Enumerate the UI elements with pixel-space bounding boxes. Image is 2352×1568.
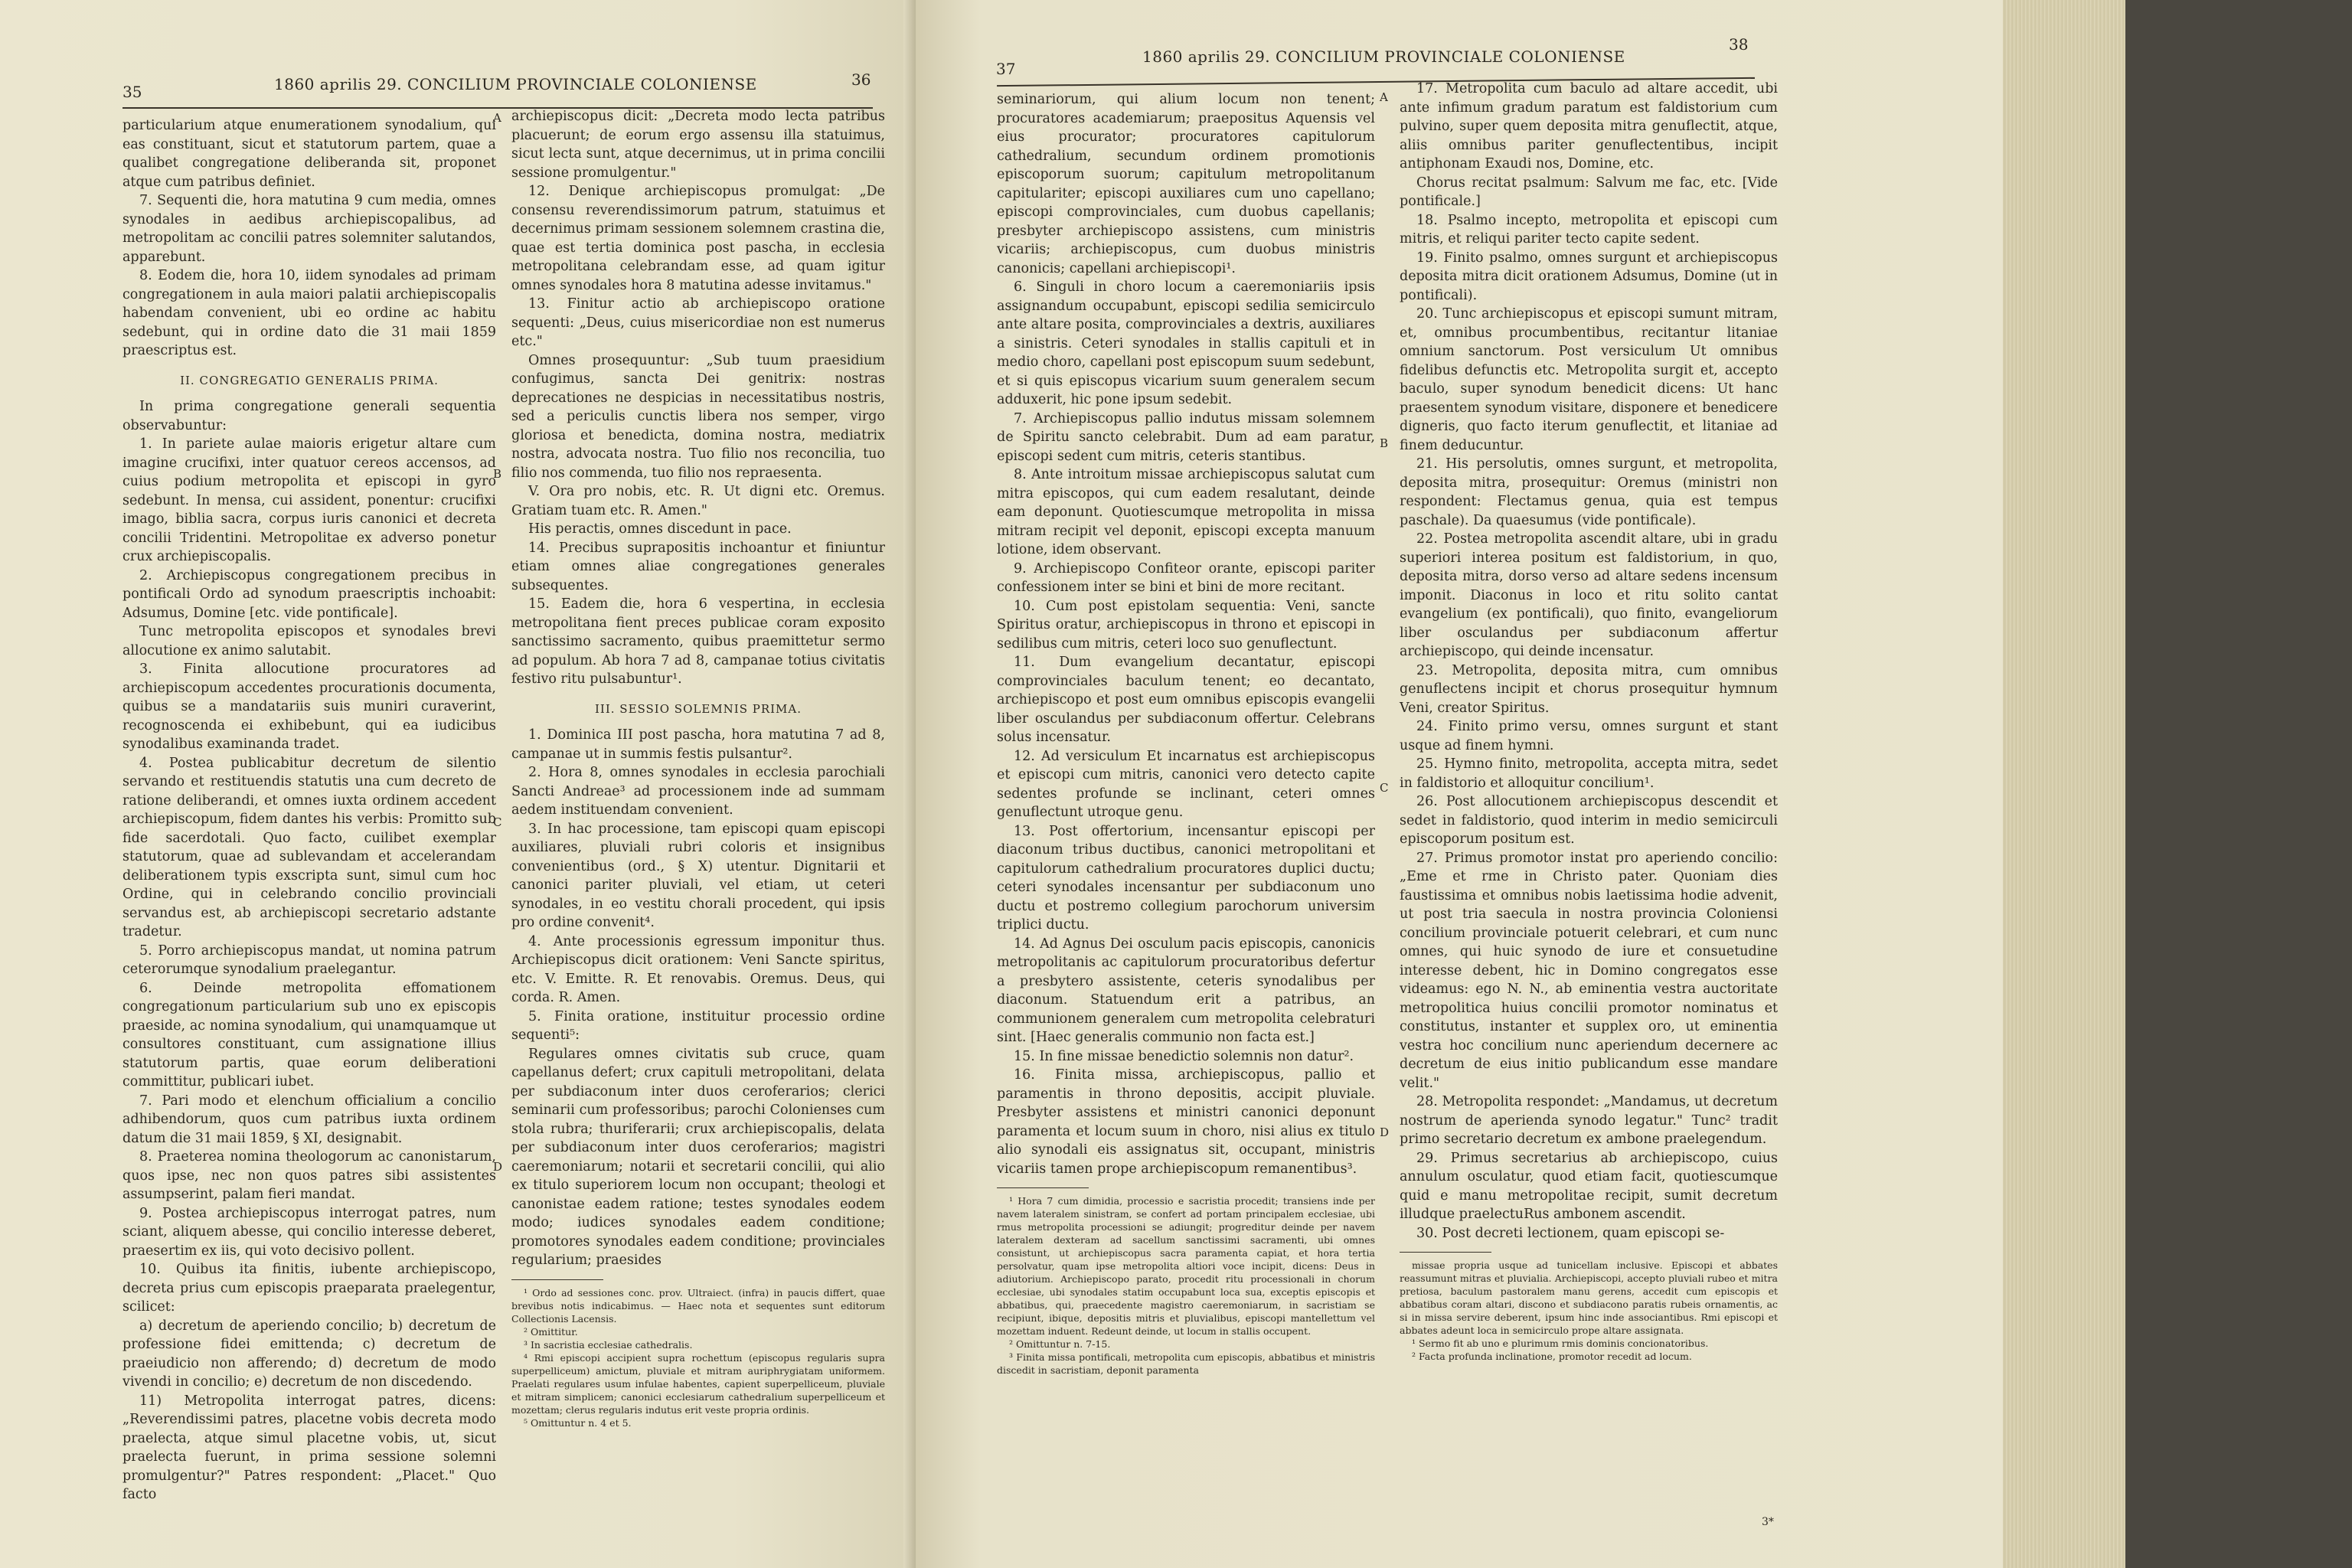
paragraph: 9. Archiepiscopo Confiteor orante, episcopi pariter confessionem inter se bini et bini de more recitant. <box>997 560 1375 595</box>
footnotes <box>997 1194 1375 1377</box>
paragraph: In prima congregatione generali sequentia observabuntur: <box>122 399 496 433</box>
paragraph: 12. Denique archiepiscopus promulgat: „De consensu reverendissimorum patrum, statuimus et decernimus primam sessionem solemnem crastina die, quae est tertia dominica post pascha, in ecclesia metropolitana celebrandam esse, ad quam igitur omnes synodales hora 8 matutina adesse invitamus." <box>511 184 885 293</box>
section-heading-sessio: III. SESSIO SOLEMNIS PRIMA. <box>594 701 802 716</box>
paragraph: 15. Eadem die, hora 6 vespertina, in ecclesia metropolitana fient preces publicae coram exposito sanctissimo sacramento, quibus praemittetur sermo ad populum. Ab hora 7 ad 8, campanae totius civitatis festivo ritu pulsabuntur¹. <box>511 596 885 687</box>
paragraph: 8. Ante introitum missae archiepiscopus salutat cum mitra episcopos, qui cum eadem resalutant, deinde eam deponunt. Quotiescumque metropolita in missa mitram recipit vel deponit, episcopi excepta manuum lotione, idem observant. <box>997 467 1375 557</box>
paragraph: 10. Cum post epistolam sequentia: Veni, sancte Spiritus oratur, archiepiscopus in throno et episcopi in sedilibus cum mitris, ceteri loco suo genuflectunt. <box>997 598 1375 652</box>
paragraph: 28. Metropolita respondet: „Mandamus, ut decretum nostrum de aperienda synodo legatur." Tunc² tradit primo secretario decretum ex ambone praelegendum. <box>1400 1094 1778 1147</box>
paragraph: 15. In fine missae benedictio solemnis non datur². <box>1014 1048 1354 1064</box>
left-page-column-1 <box>122 116 496 1525</box>
paragraph: 21. His persolutis, omnes surgunt, et metropolita, deposita mitra, prosequitur: Oremus (ministri non respondent: Flectamus genua, quia est tempus paschale). Da quaesumus (vide pontificale). <box>1400 456 1778 528</box>
footnotes <box>1400 1259 1778 1363</box>
paragraph: Omnes prosequuntur: „Sub tuum praesidium confugimus, sancta Dei genitrix: nostras deprecationes ne despicias in necessitatibus nostris, sed a periculis cunctis libera nos semper, virgo gloriosa et benedicta, domina nostra, mediatrix nostra, advocata nostra. Tuo filio nos reconcilia, tuo filio nos commenda, tuo filio nos repraesenta. <box>511 352 885 481</box>
signature-mark: 3* <box>1762 1516 1774 1528</box>
paragraph: missae propria usque ad tunicellam inclusive. Episcopi et abbates reassumunt mitras et pluvialia. Archiepiscopi, accepto pluviali rubeo et mitra pretiosa, baculum pastoralem manu gerens, accedit cum episcopis et abbatibus coram altari, discono et subdiacono paratis rubeis ornamentis, ac si in missa servire deberent, ipsum hinc inde associantibus. Rmi episcopi et abbates adeunt loca in semicirculo prope altare assignata. <box>1400 1259 1778 1336</box>
paragraph: 1. Dominica III post pascha, hora matutina 7 ad 8, campanae ut in summis festis pulsantur². <box>511 727 885 762</box>
paragraph: 22. Postea metropolita ascendit altare, ubi in gradu superiori interea positum est faldistorium, in quo, deposita mitra, dorso verso ad altare sedens incensum imponit. Diaconus in loco et ritu solito cantat evangelium (ex pontificali), quo finito, evangeliorum liber osculandus per subdiaconum affertur archiepiscopo, qui deinde incensatur. <box>1400 531 1778 659</box>
paragraph: 5. Finita oratione, instituitur processio ordine sequenti⁵: <box>511 1008 885 1043</box>
paragraph: 16. Finita missa, archiepiscopus, pallio et paramentis in throno depositis, accipit pluviale. Presbyter assistens et ministri canonici deponunt paramenta et locum suum in choro, nisi alius ex titulo alio synodali eis assignatus sit, occupant, ministris vicariis tamen prope archiepiscopum remanentibus³. <box>997 1067 1375 1177</box>
paragraph: His peractis, omnes discedunt in pace. <box>528 521 792 537</box>
paragraph: 24. Finito primo versu, omnes surgunt et stant usque ad finem hymni. <box>1400 719 1778 753</box>
paragraph: 26. Post allocutionem archiepiscopus descendit et sedet in faldistorio, quod interim in medio semicirculi episcoporum positum est. <box>1400 794 1778 847</box>
paragraph: 19. Finito psalmo, omnes surgunt et archiepiscopus deposita mitra dicit orationem Adsumus, Domine (ut in pontificali). <box>1400 250 1778 303</box>
margin-letter-c-right: C <box>1380 781 1389 795</box>
paragraph: 14. Ad Agnus Dei osculum pacis episcopis, canonicis metropolitanis ac capitulorum procuratoribus defertur a presbytero assistente, ceteris synodalibus per diaconum. Statuendum erit a patribus, an communionem generalem cum metropolita celebraturi sint. [Haec generalis communio non facta est.] <box>997 936 1375 1045</box>
margin-letter-c: C <box>493 815 502 829</box>
running-head-right: 1860 aprilis 29. CONCILIUM PROVINCIALE COLONIENSE <box>1142 47 1625 66</box>
margin-letter-d-right: D <box>1380 1125 1390 1139</box>
paragraph: ⁵ Omittuntur n. 4 et 5. <box>524 1416 632 1429</box>
paragraph: Tunc metropolita episcopos et synodales brevi allocutione ex animo salutabit. <box>122 624 496 658</box>
page-number-37: 37 <box>996 60 1016 78</box>
page-number-36: 36 <box>851 70 871 89</box>
paragraph: ³ Finita missa pontificali, metropolita cum episcopis, abbatibus et ministris discedit in sacristiam, deponit paramenta <box>997 1351 1375 1376</box>
page-fore-edge <box>2003 0 2125 1568</box>
paragraph: 7. Sequenti die, hora matutina 9 cum media, omnes synodales in aedibus archiepiscopalibus, ad metropolitam ac concilii patres solemniter salutandos, apparebunt. <box>122 193 496 265</box>
right-page <box>916 0 2003 1568</box>
left-page-column-2 <box>511 107 885 1524</box>
paragraph: 5. Porro archiepiscopus mandat, ut nomina patrum ceterorumque synodalium praelegantur. <box>122 942 496 977</box>
right-page-column-1 <box>997 90 1375 1530</box>
left-page <box>0 0 916 1568</box>
paragraph: ² Facta profunda inclinatione, promotor recedit ad locum. <box>1412 1351 1692 1362</box>
paragraph: 27. Primus promotor instat pro aperiendo concilio: „Eme et rme in Christo pater. Quoniam dies faustissima et omnibus nobis laetissima hodie advenit, ut post tria saecula in nostra provincia Coloniensi concilium provinciale potuerit celebrari, et cum nunc omnes, qui huic synodo de iure et consuetudine interesse debent, hic in Domino congregatos esse videamus: ego N. N., ab eminentia vestra auctoritate metropolitica huius concilii promotor nominatus et constitutus, instanter et supplex oro, ut eminentia vestra hoc concilium nunc aperiendum decernere ac decretum de eius initio publicandum esse mandare velit." <box>1400 850 1778 1091</box>
paragraph: 23. Metropolita, deposita mitra, cum omnibus genuflectens incipit et chorus prosequitur hymnum Veni, creator Spiritus. <box>1400 662 1778 716</box>
page-number-35: 35 <box>122 83 142 101</box>
margin-letter-a: A <box>493 111 501 125</box>
paragraph: 20. Tunc archiepiscopus et episcopi sumunt mitram, et, omnibus procumbentibus, recitantur litaniae omnium sanctorum. Post versiculum Ut omnibus fidelibus defunctis etc. Metropolita surgit et, accepto baculo, super synodum benedicit dicens: Ut hanc praesentem synodum visitare, disponere et benedicere digneris, quo facto iterum genuflectit, et litaniae ad finem deducuntur. <box>1400 306 1778 453</box>
paragraph: a) decretum de aperiendo concilio; b) decretum de professione fidei emittenda; c) decretum de praeiudicio non afferendo; d) decretum de modo vivendi in concilio; e) decretum de non discedendo. <box>122 1318 496 1390</box>
footnote-rule <box>1400 1252 1491 1253</box>
background-surface <box>2125 0 2352 1568</box>
paragraph: 2. Hora 8, omnes synodales in ecclesia parochiali Sancti Andreae³ ad processionem inde ad summam aedem instituendam convenient. <box>511 765 885 818</box>
paragraph: 13. Post offertorium, incensantur episcopi per diaconum tribus ductibus, canonici metropolitani et capitulorum cathedralium procuratores duplici ductu; ceteri synodales incensantur per subdiaconum uno ductu et postremo collegium parochorum universim triplici ductu. <box>997 823 1375 933</box>
paragraph: 4. Ante processionis egressum imponitur thus. Archiepiscopus dicit orationem: Veni Sancte spiritus, etc. V. Emitte. R. Et renovabis. Oremus. Deus, qui corda. R. Amen. <box>511 933 885 1005</box>
paragraph: ⁴ Rmi episcopi accipient supra rochettum (episcopus regularis supra superpelliceum) amictum, pluviale et mitram auriphrygiatam uniformem. Praelati regulares usum infulae habentes, capient superpelliceum, pluviale et mitram simplicem; canonici ecclesiarum cathedralium superpelliceum et mozettam; clerus regularis indutus erit veste propria ordinis. <box>511 1351 885 1416</box>
paragraph: 30. Post decreti lectionem, quam episcopi se- <box>1416 1225 1725 1241</box>
paragraph: particularium atque enumerationem synodalium, qui eas constituant, sicut et statutorum partem, quae a qualibet congregatione deliberanda sit, proponet atque cum patribus definiet. <box>122 118 496 190</box>
paragraph: 25. Hymno finito, metropolita, accepta mitra, sedet in faldistorio et alloquitur concilium¹. <box>1400 756 1778 791</box>
margin-letter-b: B <box>493 467 502 481</box>
paragraph: ³ In sacristia ecclesiae cathedralis. <box>524 1338 693 1351</box>
paragraph: archiepiscopus dicit: „Decreta modo lecta patribus placuerunt; de eorum ergo assensu illa statuimus, sicut lecta sunt, atque decernimus, ut in prima concilii sessione promulgentur." <box>511 109 885 181</box>
section-heading-congregatio: II. CONGREGATIO GENERALIS PRIMA. <box>180 373 439 387</box>
paragraph: Chorus recitat psalmum: Salvum me fac, etc. [Vide pontificale.] <box>1400 175 1778 209</box>
paragraph: 3. In hac processione, tam episcopi quam episcopi auxiliares, pluviali rubri coloris et insignibus convenientibus (ord., § X) utentur. Dignitarii et canonici pariter pluviali, vel etiam, ut ceteri synodales, in eo vestitu chorali procedent, qui ipsis pro ordine convenit⁴. <box>511 821 885 930</box>
paragraph: 7. Archiepiscopus pallio indutus missam solemnem de Spiritu sancto celebrabit. Dum ad eam paratur, episcopi sedent cum mitris, ceteris stantibus. <box>997 410 1375 464</box>
paragraph: ¹ Hora 7 cum dimidia, processio e sacristia procedit; transiens inde per navem lateralem sinistram, se confert ad portam principalem ecclesiae, ubi rmus metropolita processioni se adiungit; progreditur deinde per navem lateralem dexteram ad sacellum sanctissimi sacramenti, ubi omnes consistunt, ut archiepiscopus sacra paramenta capiat, et hora tertia persolvatur, quam ipse metropolita altiori voce incipit, dicens: Deus in adiutorium. Archiepiscopo parato, procedit ritu processionali in chorum ecclesiae, ubi synodales statim occupabunt loca sua, exceptis episcopis et abbatibus, qui, praecedente magistro caeremoniarum, in sacristiam se recipiunt, ibique, depositis mitris et pluvialibus, episcopi mantellettum vel mozettam induent. Redeunt deinde, ut locum in stallis occupent. <box>997 1195 1375 1337</box>
paragraph: 11. Dum evangelium decantatur, episcopi comprovinciales baculum tenent; eo decantato, archiepiscopo et post eum omnibus episcopis evangelii liber osculandus per subdiaconum offertur. Celebrans solus incensatur. <box>997 655 1375 745</box>
right-page-column-2 <box>1400 80 1778 1519</box>
paragraph: 13. Finitur actio ab archiepiscopo oratione sequenti: „Deus, cuius misericordiae non est numerus etc." <box>511 296 885 349</box>
paragraph: ¹ Ordo ad sessiones conc. prov. Ultraiect. (infra) in paucis differt, quae brevibus notis indicabimus. — Haec nota et sequentes sunt editorum Collectionis Lacensis. <box>511 1286 885 1325</box>
paragraph: 2. Archiepiscopus congregationem precibus in pontificali Ordo ad synodum praescriptis inchoabit: Adsumus, Domine [etc. vide pontificale]. <box>122 567 496 621</box>
paragraph: 14. Precibus suprapositis inchoantur et finiuntur etiam omnes aliae congregationes generales subsequentes. <box>511 540 885 593</box>
paragraph: 10. Quibus ita finitis, iubente archiepiscopo, decreta prius cum episcopis praeparata praelegentur, scilicet: <box>122 1262 496 1315</box>
page-number-38: 38 <box>1729 35 1749 54</box>
paragraph: 9. Postea archiepiscopus interrogat patres, num sciant, aliquem abesse, qui concilio interesse deberet, praesertim ex iis, qui voto decisivo pollent. <box>122 1205 496 1259</box>
margin-letter-d: D <box>493 1160 503 1174</box>
paragraph: 8. Eodem die, hora 10, iidem synodales ad primam congregationem in aula maiori palatii archiepiscopalis habendam convenient, ubi eo ordine ac habitu sedebunt, qui in ordine dato die 31 maii 1859 praescriptus est. <box>122 268 496 358</box>
paragraph: 12. Ad versiculum Et incarnatus est archiepiscopus et episcopi cum mitris, canonici vero detecto capite sedentes profunde se inclinant, ceteri omnes genuflectunt utroque genu. <box>997 748 1375 820</box>
paragraph: ² Omittitur. <box>524 1325 578 1338</box>
paragraph: ¹ Sermo fit ab uno e plurimum rmis dominis concionatoribus. <box>1412 1338 1709 1349</box>
running-head-left: 1860 aprilis 29. CONCILIUM PROVINCIALE COLONIENSE <box>274 75 757 93</box>
paragraph: 11) Metropolita interrogat patres, dicens: „Reverendissimi patres, placetne vobis decreta modo praelecta, atque simul placetne vobis, ut, sicut praelecta fuerunt, in prima sessione solemni promulgentur?" Patres respondent: „Placet." Quo facto <box>122 1393 496 1502</box>
paragraph: 6. Singuli in choro locum a caeremoniariis ipsis assignandum occupabunt, episcopi sedilia semicirculo ante altare posita, comprovinciales a dextris, auxiliares a sinistris. Ceteri synodales in stallis capituli et in medio choro, capellani post episcopum suum sedebunt, et si quis episcopus vicarium suum generalem secum adduxerit, hic pone ipsum sedebit. <box>997 279 1375 407</box>
paragraph: ² Omittuntur n. 7-15. <box>1009 1338 1111 1350</box>
paragraph: Regulares omnes civitatis sub cruce, quam capellanus defert; crux capituli metropolitani, delata per subdiaconum inter duos ceroferarios; clerici seminarii cum professoribus; parochi Colonienses cum stola rubra; thuriferarii; crux archiepiscopalis, delata per subdiaconum inter duos ceroferarios; magistri caeremoniarum; notarii et secretarii concilii, qui alio ex titulo superiorem locum non occupant; theologi et canonistae eadem ratione; testes synodales eodem modo; iudices synodales eadem conditione; promotores synodales eadem conditione; provinciales regularium; praesides <box>511 1046 885 1268</box>
paragraph: V. Ora pro nobis, etc. R. Ut digni etc. Oremus. Gratiam tuam etc. R. Amen." <box>511 484 885 518</box>
paragraph: 3. Finita allocutione procuratores ad archiepiscopum accedentes procurationis documenta, quibus se a mandatariis suis muniri curaverint, recognoscenda ei exhibebunt, qui ea iudicibus synodalibus examinanda tradet. <box>122 662 496 752</box>
paragraph: 7. Pari modo et elenchum officialium a concilio adhibendorum, quos cum patribus iuxta ordinem datum die 31 maii 1859, § XI, designabit. <box>122 1093 496 1146</box>
margin-letter-b-right: B <box>1380 436 1389 450</box>
paragraph: 1. In pariete aulae maioris erigetur altare cum imagine crucifixi, inter quatuor cereos accensos, ad cuius podium metropolita et episcopi in gyro sedebunt. In mensa, cui assident, ponentur: crucifixi imago, biblia sacra, corpus iuris canonici et decreta concilii Tridentini. Metropolitae ex adverso ponetur crux archiepiscopalis. <box>122 436 496 564</box>
paragraph: 4. Postea publicabitur decretum de silentio servando et restituendis statutis una cum decreto de ratione deliberandi, et omnes iuxta ordinem accedent archiepiscopum, fidem dantes his verbis: Promitto sub fide sacerdotali. Quo facto, cuilibet exemplar statutorum, quae ad sublevandam et accelerandam deliberationem typis exscripta sunt, simul cum hoc Ordine, qui in celebrando concilio provinciali servandus est, ab archiepiscopi secretario adstante tradetur. <box>122 755 496 939</box>
paragraph: 17. Metropolita cum baculo ad altare accedit, ubi ante infimum gradum paratum est faldistorium cum pulvino, super quem deposita mitra genuflectit, atque, aliis omnibus pariter genuflectentibus, incipit antiphonam Exaudi nos, Domine, etc. <box>1400 81 1778 172</box>
footnote-rule <box>511 1279 603 1280</box>
footnotes <box>511 1286 885 1429</box>
paragraph: 18. Psalmo incepto, metropolita et episcopi cum mitris, et reliqui pariter tecto capite sedent. <box>1400 212 1778 247</box>
paragraph: 29. Primus secretarius ab archiepiscopo, cuius annulum osculatur, quod etiam facit, quotiescumque quid e manu metropolitae recipit, sumit decretum illudque praelectuRus ambonem ascendit. <box>1400 1150 1778 1222</box>
margin-letter-a-right: A <box>1380 90 1388 104</box>
paragraph: 6. Deinde metropolita effomationem congregationum particularium sub uno ex episcopis praeside, ac nomina synodalium, qui unamquamque ut consultores constituant, cum assignatione illius statutorum partis, quae eorum deliberationi committitur, publicari iubet. <box>122 980 496 1089</box>
paragraph: seminariorum, qui alium locum non tenent; procuratores academiarum; praepositus Aquensis vel eius procurator; procuratores capitulorum cathedralium, secundum ordinem promotionis episcoporum suorum; capitulum metropolitanum capitulariter; episcopi auxiliares cum uno capellano; episcopi comprovinciales, cum duobus capellanis; presbyter archiepiscopo assistens, cum ministris vicariis; archiepiscopus, cum duobus ministris canonicis; capellani archiepiscopi¹. <box>997 92 1375 276</box>
paragraph: 8. Praeterea nomina theologorum ac canonistarum, quos ipse, nec non quos patres sibi assistentes assumpserint, palam fieri mandat. <box>122 1149 496 1202</box>
footnote-rule <box>997 1187 1089 1188</box>
